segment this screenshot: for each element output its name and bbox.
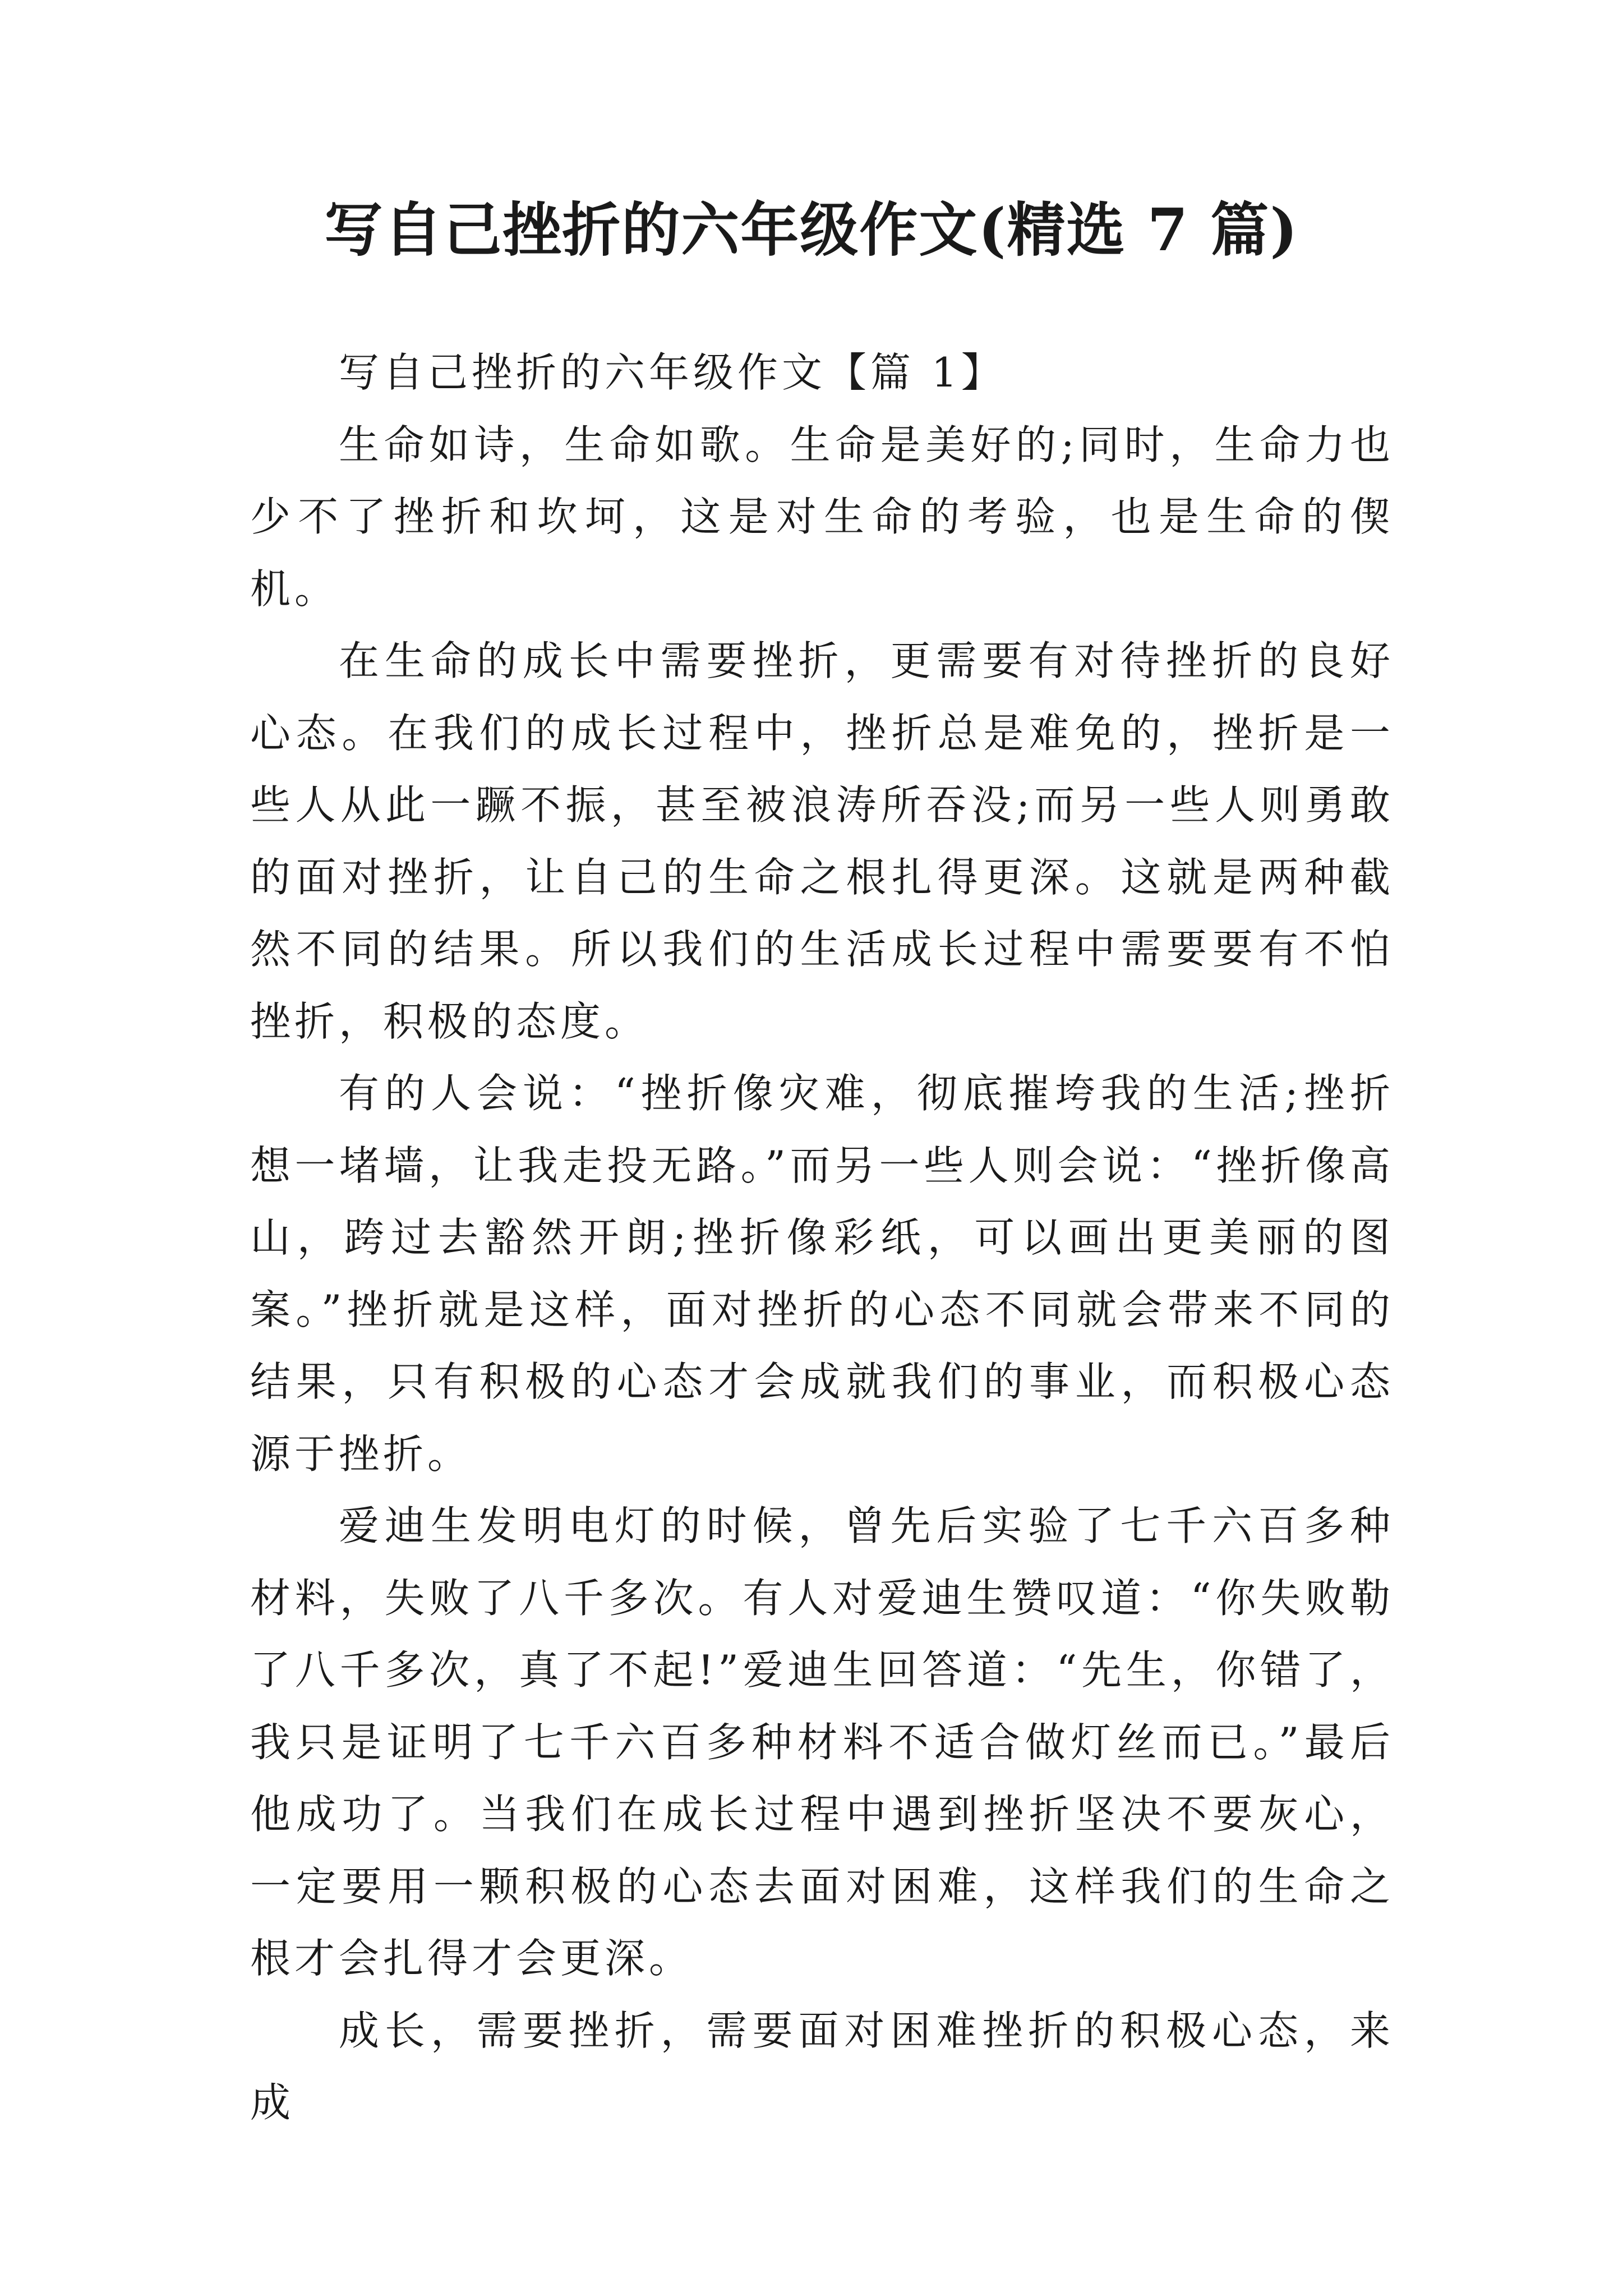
paragraph: 爱迪生发明电灯的时候，曾先后实验了七千六百多种材料，失败了八千多次。有人对爱迪生赞叹道：“你失败勒了八千多次，真了不起!”爱迪生回答道：“先生，你错了，我只是证明了七千六百多种材料不适合做灯丝而已。”最后他成功了。当我们在成长过程中遇到挫折坚决不要灰心，一定要用一颗积极的心态去面对困难，这样我们的生命之根才会扎得才会更深。 bbox=[250, 1502, 1394, 1982]
document-body bbox=[250, 337, 1394, 2139]
paragraph: 成长，需要挫折，需要面对困难挫折的积极心态，来成 bbox=[250, 2007, 1394, 2126]
document-title: 写自己挫折的六年级作文(精选 7 篇) bbox=[324, 195, 1299, 264]
paragraph: 生命如诗，生命如歌。生命是美好的;同时，生命力也少不了挫折和坎坷，这是对生命的考验，也是生命的偰机。 bbox=[250, 421, 1394, 613]
paragraph: 有的人会说：“挫折像灾难，彻底摧垮我的生活;挫折想一堵墙，让我走投无路。”而另一些人则会说：“挫折像高山，跨过去豁然开朗;挫折像彩纸，可以画出更美丽的图案。”挫折就是这样，面对挫折的心态不同就会带来不同的结果，只有积极的心态才会成就我们的事业，而积极心态源于挫折。 bbox=[250, 1070, 1394, 1478]
paragraph: 在生命的成长中需要挫折，更需要有对待挫折的良好心态。在我们的成长过程中，挫折总是难免的，挫折是一些人从此一蹶不振，甚至被浪涛所吞没;而另一些人则勇敢的面对挫折，让自己的生命之根扎得更深。这就是两种截然不同的结果。所以我们的生活成长过程中需要要有不怕挫折，积极的态度。 bbox=[250, 637, 1394, 1045]
section-heading: 写自己挫折的六年级作文【篇 1】 bbox=[339, 349, 1006, 396]
